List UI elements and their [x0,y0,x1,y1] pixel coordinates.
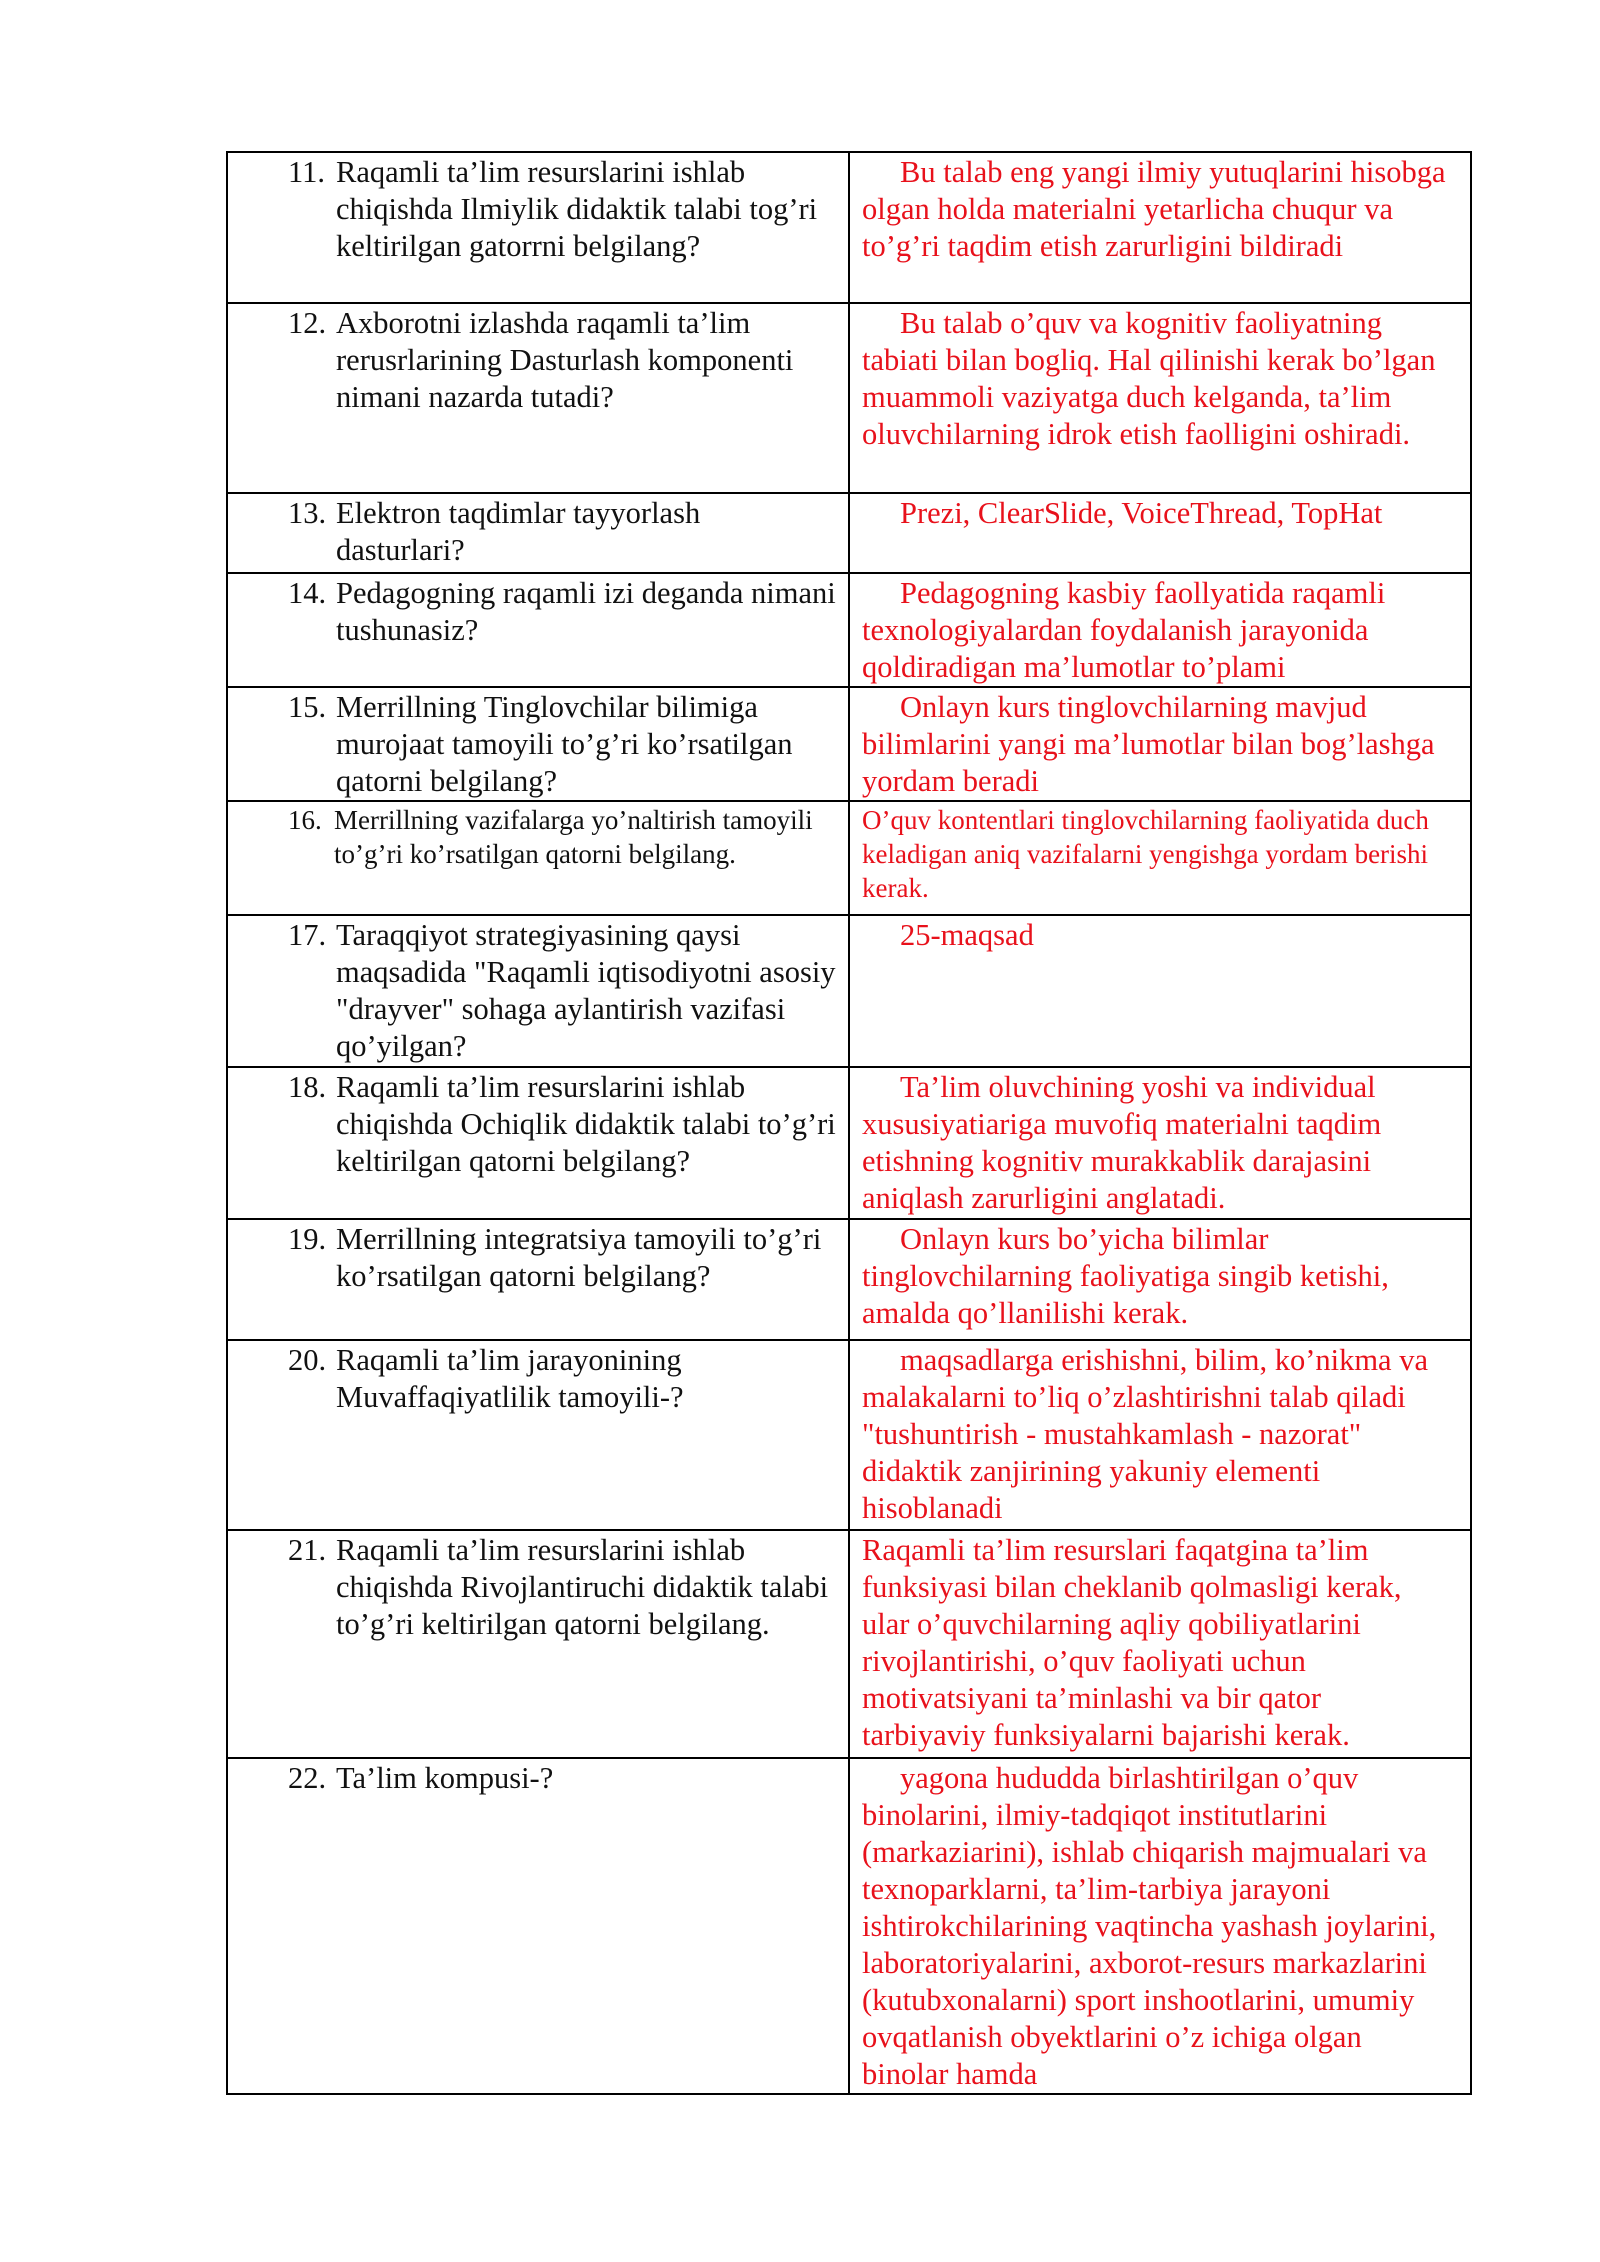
answer-cell [849,493,1471,573]
question-cell [227,687,849,801]
answer-cell [849,573,1471,687]
answer-text: Pedagogning kasbiy faollyatida raqamli texnologiyalardan foydalanish jarayonida qoldiradigan ma’lumotlar to’plami [862,576,1386,684]
table-row [227,1219,1471,1340]
answer-text: Ta’lim oluvchining yoshi va individual xususiyatiariga muvofiq materialni taqdim etishning kognitiv murakkablik darajasini aniqlash zarurligini anglatadi. [862,1070,1382,1215]
table-row [227,493,1471,573]
question-number: 16. [288,805,322,835]
question-cell [227,303,849,493]
question-cell [227,1758,849,2094]
question-number: 18. [288,1070,327,1104]
answer-cell [849,303,1471,493]
question-number: 19. [288,1222,327,1256]
question-number: 20. [288,1343,327,1377]
table-row [227,687,1471,801]
question-text: Raqamli ta’lim jarayonining Muvaffaqiyatlilik tamoyili-? [336,1343,684,1414]
question-cell [227,1340,849,1530]
question-cell [227,1219,849,1340]
question-text: Merrillning integratsiya tamoyili to’g’ri ko’rsatilgan qatorni belgilang? [336,1222,822,1293]
answer-text: Bu talab o’quv va kognitiv faoliyatning tabiati bilan bogliq. Hal qilinishi kerak bo’lgan muammoli vaziyatga duch kelganda, ta’lim oluvchilarning idrok etish faolligini oshiradi. [862,306,1436,451]
answer-cell [849,1219,1471,1340]
answer-text: yagona hududda birlashtirilgan o’quv binolarini, ilmiy-tadqiqot institutlarini (markaziarini), ishlab chiqarish majmualari va texnoparklarni, ta’lim-tarbiya jarayoni ishtirokchilarining vaqtincha yashash joylarini, laboratoriyalarini, axborot-resurs markazlarini (kutubxonalarni) sport inshootlarini, umumiy ovqatlanish obyektlarini o’z ichiga olgan binolar hamda [862,1761,1437,2091]
question-cell [227,493,849,573]
question-cell [227,801,849,915]
answer-cell [849,687,1471,801]
answer-cell [849,915,1471,1067]
question-number: 15. [288,690,327,724]
answer-cell [849,1758,1471,2094]
table-row [227,915,1471,1067]
question-number: 22. [288,1761,327,1795]
question-text: Raqamli ta’lim resurslarini ishlab chiqishda Ochiqlik didaktik talabi to’g’ri keltirilgan qatorni belgilang? [336,1070,836,1178]
question-text: Ta’lim kompusi-? [336,1761,554,1795]
question-text: Raqamli ta’lim resurslarini ishlab chiqishda Rivojlantiruchi didaktik talabi to’g’ri keltirilgan qatorni belgilang. [336,1533,829,1641]
question-text: Raqamli ta’lim resurslarini ishlab chiqishda Ilmiylik didaktik talabi tog’ri keltirilgan gatorrni belgilang? [336,155,818,263]
table-row [227,1530,1471,1758]
answer-cell [849,1340,1471,1530]
table-row [227,1340,1471,1530]
question-cell [227,1067,849,1219]
question-number: 11. [288,155,325,189]
answer-cell [849,801,1471,915]
question-text: Taraqqiyot strategiyasining qaysi maqsadida "Raqamli iqtisodiyotni asosiy "drayver" sohaga aylantirish vazifasi qo’yilgan? [336,918,836,1063]
question-number: 21. [288,1533,327,1567]
answer-text: Prezi, ClearSlide, VoiceThread, TopHat [900,496,1383,530]
answer-text: Onlayn kurs tinglovchilarning mavjud bilimlarini yangi ma’lumotlar bilan bog’lashga yordam beradi [862,690,1435,798]
table-row [227,303,1471,493]
question-text: Axborotni izlashda raqamli ta’lim rerusrlarining Dasturlash komponenti nimani nazarda tutadi? [336,306,794,414]
answer-text: Onlayn kurs bo’yicha bilimlar tinglovchilarning faoliyatiga singib ketishi, amalda qo’llanilishi kerak. [862,1222,1389,1330]
answer-text: Raqamli ta’lim resurslari faqatgina ta’lim funksiyasi bilan cheklanib qolmasligi kerak, ular o’quvchilarning aqliy qobiliyatlarini rivojlantirishi, o’quv faoliyati uchun motivatsiyani ta’minlashi va bir qator tarbiyaviy funksiyalarni bajarishi kerak. [862,1533,1402,1752]
question-cell [227,1530,849,1758]
question-cell [227,573,849,687]
answer-text: 25-maqsad [900,918,1034,952]
answer-cell [849,1067,1471,1219]
table-row [227,152,1471,303]
question-cell [227,915,849,1067]
answer-cell [849,1530,1471,1758]
answer-text: Bu talab eng yangi ilmiy yutuqlarini hisobga olgan holda materialni yetarlicha chuqur va to’g’ri taqdim etish zarurligini bildiradi [862,155,1446,263]
question-text: Merrillning Tinglovchilar bilimiga murojaat tamoyili to’g’ri ko’rsatilgan qatorni belgilang? [336,690,793,798]
answer-cell [849,152,1471,303]
question-text: Pedagogning raqamli izi deganda nimani tushunasiz? [336,576,836,647]
table-row [227,801,1471,915]
question-text: Merrillning vazifalarga yo’naltirish tamoyili to’g’ri ko’rsatilgan qatorni belgilang. [334,805,813,869]
question-text: Elektron taqdimlar tayyorlash dasturlari? [336,496,701,567]
question-number: 13. [288,496,327,530]
question-number: 17. [288,918,327,952]
table-row [227,573,1471,687]
question-number: 12. [288,306,327,340]
table-row [227,1067,1471,1219]
question-cell [227,152,849,303]
qa-table [226,151,1472,2095]
question-number: 14. [288,576,327,610]
answer-text: O’quv kontentlari tinglovchilarning faoliyatida duch keladigan aniq vazifalarni yengishga yordam berishi kerak. [862,805,1429,903]
table-row [227,1758,1471,2094]
answer-text: maqsadlarga erishishni, bilim, ko’nikma va malakalarni to’liq o’zlashtirishni talab qiladi "tushuntirish - mustahkamlash - nazorat" didaktik zanjirining yakuniy elementi hisoblanadi [862,1343,1429,1525]
